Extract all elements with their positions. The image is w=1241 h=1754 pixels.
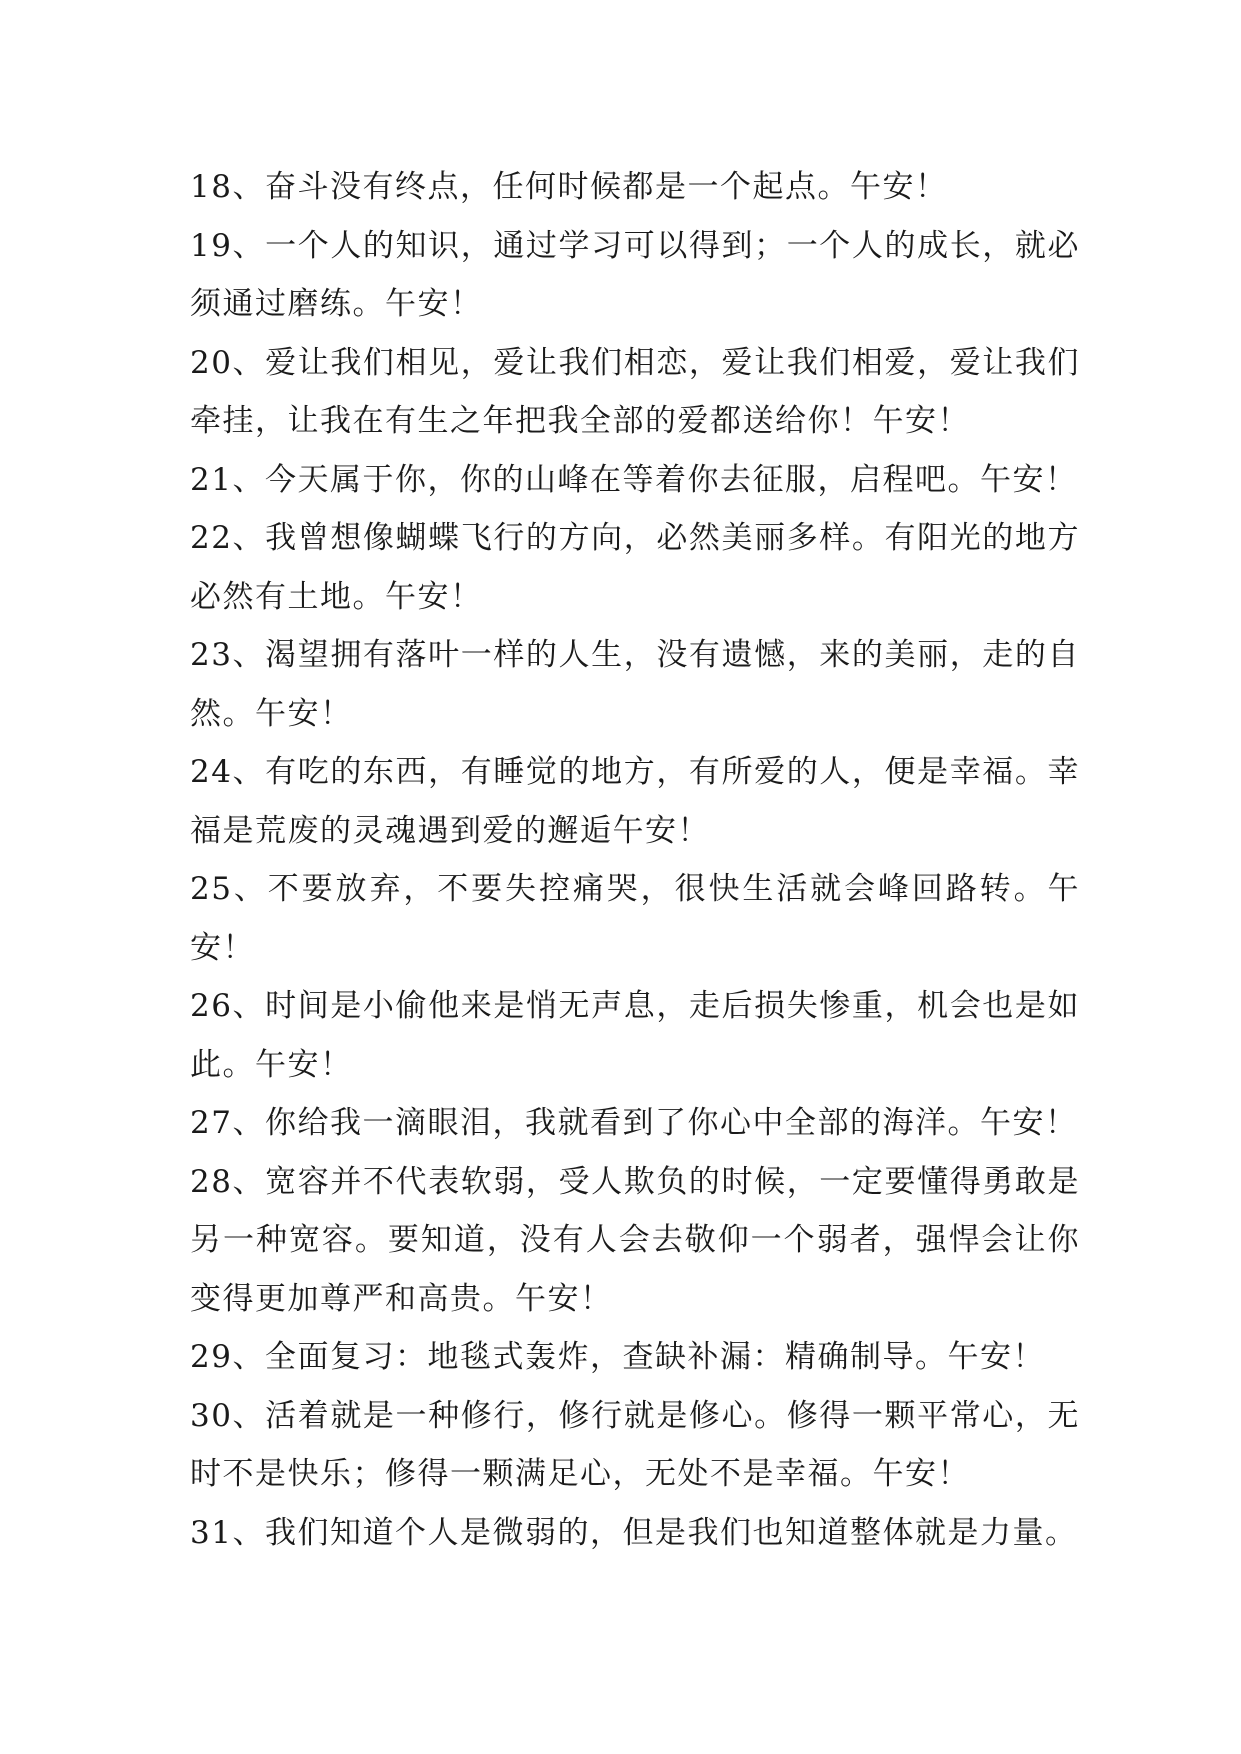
entry-28: 28、宽容并不代表软弱，受人欺负的时候，一定要懂得勇敢是另一种宽容。要知道，没有人会去敬仰一个弱者，强悍会让你变得更加尊严和高贵。午安！ [190,1163,1080,1317]
entry-30: 30、活着就是一种修行，修行就是修心。修得一颗平常心，无时不是快乐；修得一颗满足心，无处不是幸福。午安！ [190,1397,1080,1492]
entry-27: 27、你给我一滴眼泪，我就看到了你心中全部的海洋。午安！ [190,1105,1078,1141]
entry-25: 25、不要放弃，不要失控痛哭，很快生活就会峰回路转。午安！ [190,871,1080,966]
entry-31: 31、我们知道个人是微弱的，但是我们也知道整体就是力量。 [190,1514,1078,1551]
entry-21: 21、今天属于你，你的山峰在等着你去征服，启程吧。午安！ [190,461,1078,498]
entry-19: 19、一个人的知识，通过学习可以得到；一个人的成长，就必须通过磨练。午安！ [190,227,1080,322]
entry-29: 29、全面复习：地毯式轰炸，查缺补漏：精确制导。午安！ [190,1339,1045,1375]
entry-22: 22、我曾想像蝴蝶飞行的方向，必然美丽多样。有阳光的地方必然有土地。午安！ [190,520,1080,615]
entry-20: 20、爱让我们相见，爱让我们相恋，爱让我们相爱，爱让我们牵挂，让我在有生之年把我全部的爱都送给你！午安！ [190,344,1080,439]
entry-23: 23、渴望拥有落叶一样的人生，没有遗憾，来的美丽，走的自然。午安！ [190,637,1080,732]
entry-24: 24、有吃的东西，有睡觉的地方，有所爱的人，便是幸福。幸福是荒废的灵魂遇到爱的邂逅午安！ [190,754,1080,849]
document-body [190,158,1080,1562]
entry-18: 18、奋斗没有终点，任何时候都是一个起点。午安！ [190,169,948,205]
entry-26: 26、时间是小偷他来是悄无声息，走后损失惨重，机会也是如此。午安！ [190,988,1080,1083]
